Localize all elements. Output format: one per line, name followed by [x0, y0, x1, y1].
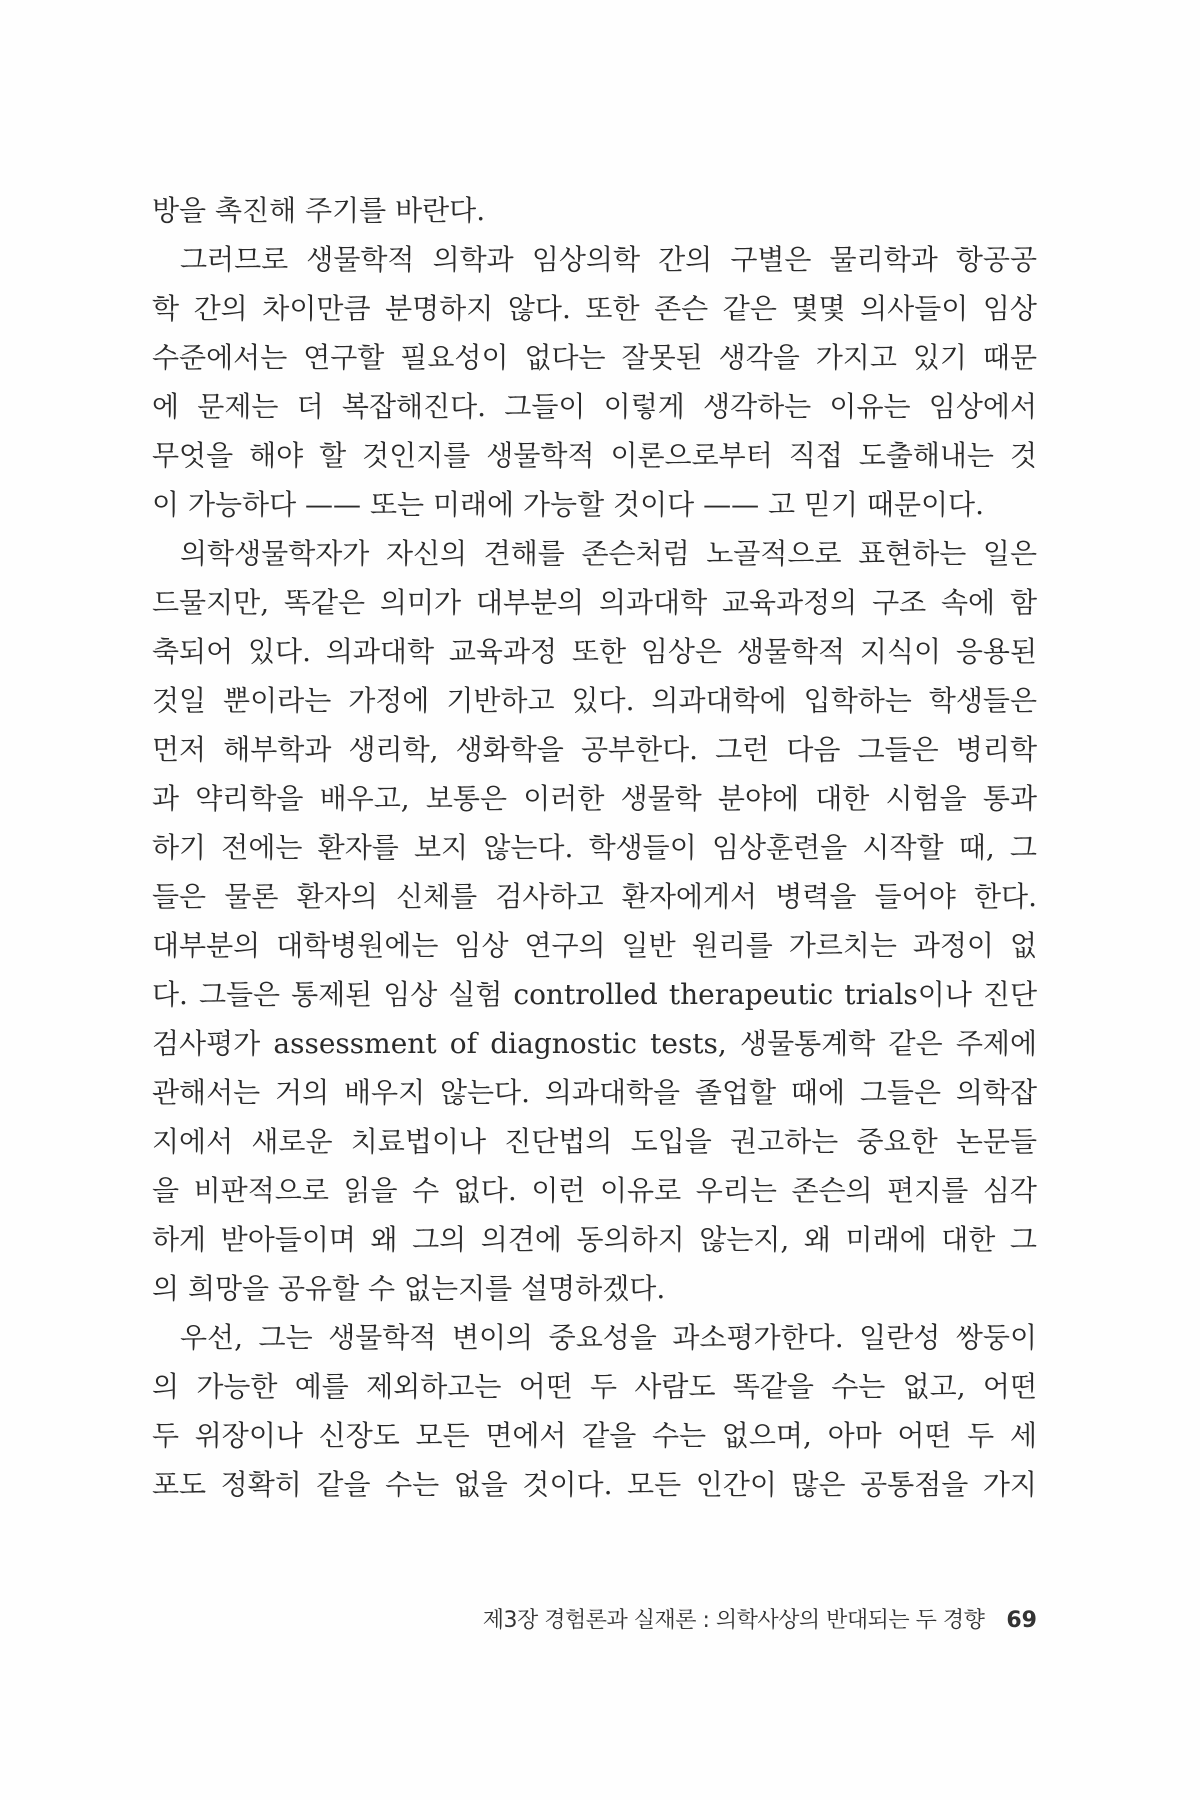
text-line: 무엇을 해야 할 것인지를 생물학적 이론으로부터 직접 도출해내는 것	[152, 439, 1037, 472]
text-line: 수준에서는 연구할 필요성이 없다는 잘못된 생각을 가지고 있기 때문	[152, 341, 1037, 374]
text-line: 대부분의 대학병원에는 임상 연구의 일반 원리를 가르치는 과정이 없	[152, 929, 1037, 962]
page-footer	[420, 1603, 1037, 1643]
text-line: 두 위장이나 신장도 모든 면에서 같을 수는 없으며, 아마 어떤 두 세	[152, 1419, 1037, 1452]
text-line: 학 간의 차이만큼 분명하지 않다. 또한 존슨 같은 몇몇 의사들이 임상	[152, 292, 1037, 325]
text-line: 다. 그들은 통제된 임상 실험 controlled therapeutic trials이나 진단	[152, 978, 1037, 1011]
text-line: 검사평가 assessment of diagnostic tests, 생물통계학 같은 주제에	[152, 1027, 1037, 1060]
page-number: 69	[1006, 1608, 1037, 1633]
text-line: 의학생물학자가 자신의 견해를 존슨처럼 노골적으로 표현하는 일은	[180, 537, 1037, 570]
text-line: 드물지만, 똑같은 의미가 대부분의 의과대학 교육과정의 구조 속에 함	[152, 586, 1037, 619]
text-line: 에 문제는 더 복잡해진다. 그들이 이렇게 생각하는 이유는 임상에서	[152, 390, 1037, 423]
text-line: 의 가능한 예를 제외하고는 어떤 두 사람도 똑같을 수는 없고, 어떤	[152, 1370, 1037, 1403]
text-line: 그러므로 생물학적 의학과 임상의학 간의 구별은 물리학과 항공공	[180, 243, 1037, 276]
text-line: 방을 촉진해 주기를 바란다.	[152, 194, 486, 227]
text-line: 것일 뿐이라는 가정에 기반하고 있다. 의과대학에 입학하는 학생들은	[152, 684, 1037, 717]
text-line: 들은 물론 환자의 신체를 검사하고 환자에게서 병력을 들어야 한다.	[152, 880, 1037, 913]
text-line: 우선, 그는 생물학적 변이의 중요성을 과소평가한다. 일란성 쌍둥이	[180, 1321, 1037, 1354]
text-line: 하기 전에는 환자를 보지 않는다. 학생들이 임상훈련을 시작할 때, 그	[152, 831, 1037, 864]
text-line: 포도 정확히 같을 수는 없을 것이다. 모든 인간이 많은 공통점을 가지	[152, 1468, 1037, 1501]
text-line: 이 가능하다 —— 또는 미래에 가능할 것이다 —— 고 믿기 때문이다.	[152, 488, 985, 521]
body-text	[152, 186, 1037, 1509]
text-line: 지에서 새로운 치료법이나 진단법의 도입을 권고하는 중요한 논문들	[152, 1125, 1037, 1158]
text-line: 축되어 있다. 의과대학 교육과정 또한 임상은 생물학적 지식이 응용된	[152, 635, 1037, 668]
text-line: 관해서는 거의 배우지 않는다. 의과대학을 졸업할 때에 그들은 의학잡	[152, 1076, 1037, 1109]
text-line: 의 희망을 공유할 수 없는지를 설명하겠다.	[152, 1272, 666, 1305]
text-line: 을 비판적으로 읽을 수 없다. 이런 이유로 우리는 존슨의 편지를 심각	[152, 1174, 1037, 1207]
text-line: 먼저 해부학과 생리학, 생화학을 공부한다. 그런 다음 그들은 병리학	[152, 733, 1037, 766]
text-line: 과 약리학을 배우고, 보통은 이러한 생물학 분야에 대한 시험을 통과	[152, 782, 1037, 815]
text-line: 하게 받아들이며 왜 그의 의견에 동의하지 않는지, 왜 미래에 대한 그	[152, 1223, 1037, 1256]
running-head: 제3장 경험론과 실재론 : 의학사상의 반대되는 두 경향	[482, 1608, 985, 1633]
